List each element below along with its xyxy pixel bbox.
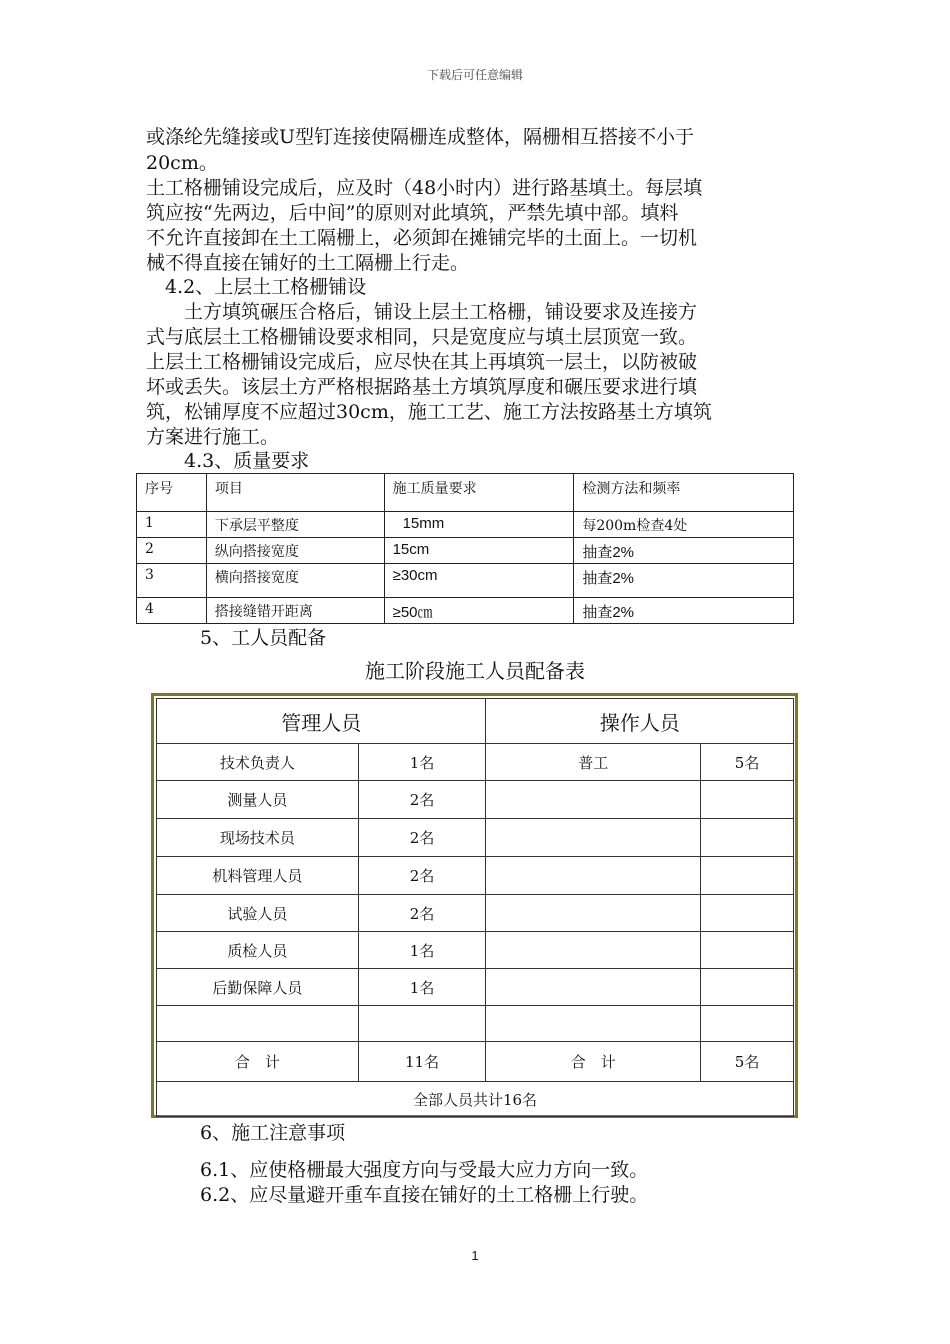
- paragraph-line: 筑应按“先两边，后中间”的原则对此填筑，严禁先填中部。填料: [146, 202, 679, 224]
- table-row: [137, 598, 794, 624]
- cell: 2名: [358, 895, 486, 932]
- header-cell: 序号: [137, 474, 207, 512]
- cell: 2: [137, 538, 207, 564]
- table-row: [157, 744, 794, 781]
- cell: 2名: [358, 781, 486, 819]
- cell: 1名: [358, 744, 486, 781]
- paragraph-line: 坏或丢失。该层土方严格根据路基土方填筑厚度和碾压要求进行填: [146, 376, 698, 398]
- paragraph-line: 方案进行施工。: [146, 426, 280, 448]
- page-number: 1: [471, 1248, 479, 1263]
- cell: [701, 969, 794, 1006]
- cell: 1名: [358, 969, 486, 1006]
- header-cell: 检测方法和频率: [574, 474, 794, 512]
- cell: [701, 857, 794, 895]
- list-item: 6.1、应使格栅最大强度方向与受最大应力方向一致。: [200, 1159, 649, 1181]
- cell: 1: [137, 512, 207, 538]
- section-heading-4-2: 4.2、上层土工格栅铺设: [146, 276, 367, 298]
- paragraph-line: 20cm。: [146, 152, 218, 174]
- table-header-row: [157, 699, 794, 744]
- header-cell: 施工质量要求: [384, 474, 574, 512]
- page-header-note: 下载后可任意编辑: [426, 68, 523, 82]
- cell: 现场技术员: [157, 819, 359, 857]
- cell: 抽查2%: [574, 538, 794, 564]
- paragraph-line: 上层土工格栅铺设完成后，应尽快在其上再填筑一层土，以防被破: [146, 351, 698, 373]
- cell: 1名: [358, 932, 486, 969]
- paragraph-line: 土方填筑碾压合格后，铺设上层土工格栅，铺设要求及连接方: [146, 301, 698, 323]
- list-item: 6.2、应尽量避开重车直接在铺好的土工格栅上行驶。: [200, 1184, 649, 1206]
- table-row: [157, 969, 794, 1006]
- cell: 搭接缝错开距离: [206, 598, 384, 624]
- cell: 2名: [358, 819, 486, 857]
- quality-requirements-table: [136, 473, 794, 624]
- cell: 后勤保障人员: [157, 969, 359, 1006]
- cell: [358, 1006, 486, 1042]
- cell: 普工: [486, 744, 701, 781]
- cell: [486, 895, 701, 932]
- cell: 技术负责人: [157, 744, 359, 781]
- cell: [486, 969, 701, 1006]
- grand-total-cell: 全部人员共计16名: [157, 1082, 794, 1117]
- table-row: [157, 932, 794, 969]
- cell: 15cm: [384, 538, 574, 564]
- cell: 下承层平整度: [206, 512, 384, 538]
- cell: 合 计: [486, 1042, 701, 1082]
- table-row: [137, 538, 794, 564]
- cell: [486, 857, 701, 895]
- cell: 机料管理人员: [157, 857, 359, 895]
- cell: 纵向搭接宽度: [206, 538, 384, 564]
- cell: [486, 932, 701, 969]
- staff-allocation-table: [156, 698, 794, 1117]
- cell: [157, 1006, 359, 1042]
- staff-table-title: 施工阶段施工人员配备表: [365, 659, 585, 683]
- operator-header: 操作人员: [486, 699, 794, 744]
- table-row: [157, 857, 794, 895]
- cell: 横向搭接宽度: [206, 564, 384, 598]
- cell: [701, 819, 794, 857]
- paragraph-line: 或涤纶先缝接或U型钉连接使隔栅连成整体，隔栅相互搭接不小于: [146, 126, 695, 148]
- cell: [701, 932, 794, 969]
- paragraph-line: 式与底层土工格栅铺设要求相同，只是宽度应与填土层顶宽一致。: [146, 326, 698, 348]
- section-heading-6: 6、施工注意事项: [200, 1122, 346, 1144]
- cell: 2名: [358, 857, 486, 895]
- paragraph-line: 土工格栅铺设完成后，应及时（48小时内）进行路基填土。每层填: [146, 177, 703, 199]
- cell: [486, 781, 701, 819]
- cell: 5名: [701, 744, 794, 781]
- cell: 5名: [701, 1042, 794, 1082]
- cell: 4: [137, 598, 207, 624]
- header-cell: 项目: [206, 474, 384, 512]
- table-row: [157, 1006, 794, 1042]
- cell: ≥50㎝: [384, 598, 574, 624]
- paragraph-line: 械不得直接在铺好的土工隔栅上行走。: [146, 252, 470, 274]
- cell: 每200m检查4处: [574, 512, 794, 538]
- cell: 质检人员: [157, 932, 359, 969]
- paragraph-line: 筑，松铺厚度不应超过30cm，施工工艺、施工方法按路基土方填筑: [146, 401, 712, 423]
- cell: 3: [137, 564, 207, 598]
- paragraph-line: 不允许直接卸在土工隔栅上，必须卸在摊铺完毕的土面上。一切机: [146, 227, 698, 249]
- cell: [701, 895, 794, 932]
- cell: 15mm: [384, 512, 574, 538]
- table-total-row: [157, 1042, 794, 1082]
- table-row: [137, 564, 794, 598]
- cell: 合 计: [157, 1042, 359, 1082]
- cell: [701, 1006, 794, 1042]
- cell: 试验人员: [157, 895, 359, 932]
- cell: [486, 819, 701, 857]
- cell: 11名: [358, 1042, 486, 1082]
- cell: [486, 1006, 701, 1042]
- cell: ≥30cm: [384, 564, 574, 598]
- cell: 抽查2%: [574, 564, 794, 598]
- cell: 抽查2%: [574, 598, 794, 624]
- table-grand-total-row: [157, 1082, 794, 1117]
- table-row: [157, 819, 794, 857]
- table-row: [157, 781, 794, 819]
- table-row: [137, 512, 794, 538]
- section-heading-4-3: 4.3、质量要求: [146, 450, 310, 472]
- cell: [701, 781, 794, 819]
- management-header: 管理人员: [157, 699, 486, 744]
- section-heading-5: 5、工人员配备: [200, 627, 327, 649]
- table-header-row: [137, 474, 794, 512]
- table-row: [157, 895, 794, 932]
- cell: 测量人员: [157, 781, 359, 819]
